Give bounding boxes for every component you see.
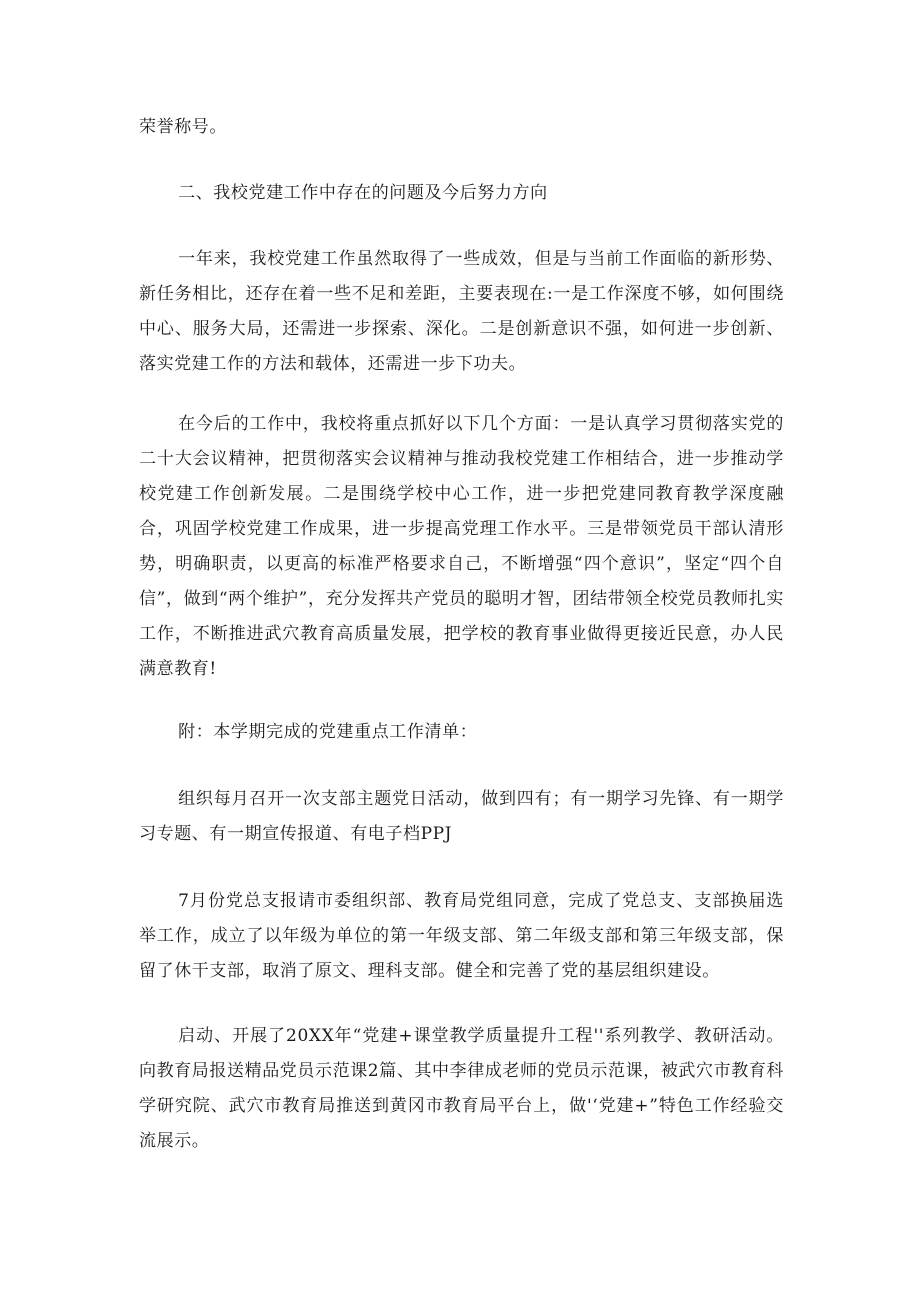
paragraph-honor-title: 荣誉称号。 (139, 117, 227, 137)
appendix-heading: 附：本学期完成的党建重点工作清单： (178, 722, 478, 742)
section-heading-problems: 二、我校党建工作中存在的问题及今后努力方向 (178, 183, 548, 203)
paragraph-election-work: 7月份党总支报请市委组织部、教育局党组同意，完成了党总支、支部换届选举工作，成立了以年级为单位的第一年级支部、第二年级支部和第三年级支部，保留了休干支部，取消了原文、理科支部。健全和完善了党的基层组织建设。 (139, 891, 784, 981)
paragraph-shortcomings: 一年来，我校党建工作虽然取得了一些成效，但是与当前工作面临的新形势、新任务相比，还存在着一些不足和差距，主要表现在:一是工作深度不够，如何围绕中心、服务大局，还需进一步探索、深化。二是创新意识不强，如何进一步创新、落实党建工作的方法和载体，还需进一步下功夫。 (139, 249, 784, 374)
paragraph-teaching-project: 启动、开展了20XX年“党建+课堂教学质量提升工程''系列教学、教研活动。向教育局报送精品党员示范课2篇、其中李律成老师的党员示范课，被武穴市教育科学研究院、武穴市教育局推送到黄冈市教育局平台上，做'‘党建+”特色工作经验交流展示。 (139, 1026, 785, 1151)
paragraph-future-work: 在今后的工作中，我校将重点抓好以下几个方面：一是认真学习贯彻落实党的二十大会议精神，把贯彻落实会议精神与推动我校党建工作相结合，进一步推动学校党建工作创新发展。二是围绕学校中心工作，进一步把党建同教育教学深度融合，巩固学校党建工作成果，进一步提高党理工作水平。三是带领党员干部认清形势，明确职责，以更高的标准严格要求自己，不断增强“四个意识”，坚定“四个自信”，做到“两个维护”，充分发挥共产党员的聪明才智，团结带领全校党员教师扎实工作，不断推进武穴教育高质量发展，把学校的教育事业做得更接近民意，办人民满意教育! (139, 414, 784, 679)
paragraph-monthly-activity: 组织每月召开一次支部主题党日活动，做到四有；有一期学习先锋、有一期学习专题、有一期宣传报道、有电子档PPJ (139, 789, 784, 844)
